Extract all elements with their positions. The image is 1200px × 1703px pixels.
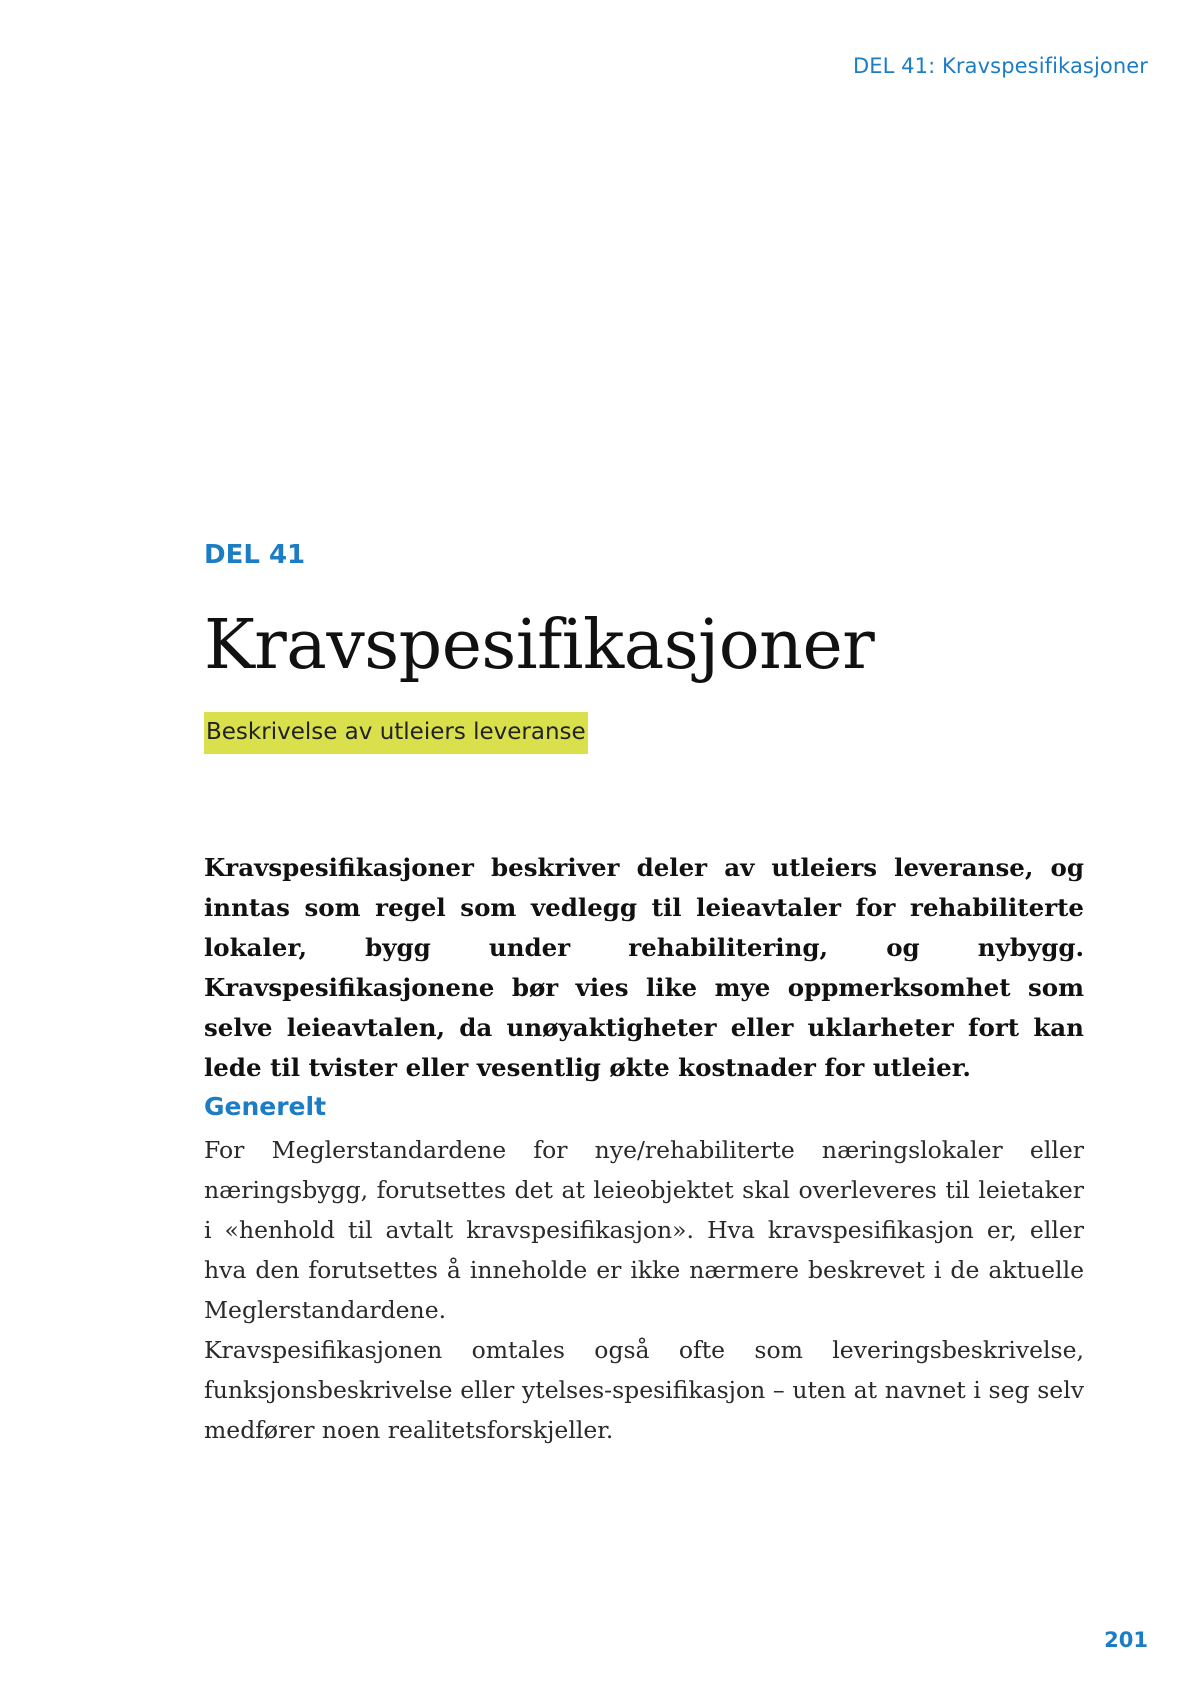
body-paragraph: For Meglerstandardene for nye/rehabiliterte næringslokaler eller næringsbygg, forutsettes det at leieobjektet skal overleveres til leietaker i «henhold til avtalt kravspesifikasjon». Hva kravspesifikasjon er, eller hva den forutsettes å inneholde er ikke nærmere beskrevet i de aktuelle Meglerstandardene.: [204, 1136, 1084, 1324]
running-header: DEL 41: Kravspesifikasjoner: [852, 54, 1148, 78]
page-title: Kravspesifikasjoner: [204, 606, 875, 685]
chapter-subtitle: Beskrivelse av utleiers leveranse: [204, 712, 588, 754]
page-number: 201: [1104, 1628, 1148, 1652]
part-label: DEL 41: [204, 540, 306, 570]
body-paragraph: Kravspesifikasjonen omtales også ofte som leveringsbeskrivelse, funksjonsbeskrivelse eller ytelses-spesifikasjon – uten at navnet i seg selv medfører noen realitetsforskjeller.: [204, 1336, 1084, 1444]
lead-paragraph: Kravspesifikasjoner beskriver deler av utleiers leveranse, og inntas som regel som vedlegg til leieavtaler for rehabiliterte lokaler, bygg under rehabilitering, og nybygg. Kravspesifikasjonene bør vies like mye oppmerksomhet som selve leieavtalen, da unøyaktigheter eller uklarheter fort kan lede til tvister eller vesentlig økte kostnader for utleier.: [204, 853, 1084, 1082]
section-heading: Generelt: [204, 1092, 327, 1121]
